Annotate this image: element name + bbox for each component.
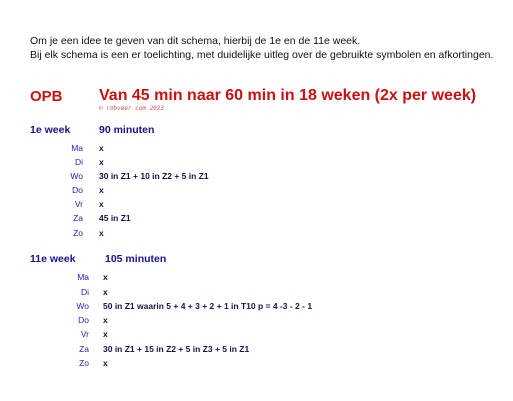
day-label-di: Di [80,287,89,297]
day-label-za: Za [73,213,83,223]
day-label-do: Do [72,185,83,195]
day-plan-zo: x [103,358,108,368]
day-plan-za: 45 in Z1 [99,213,131,223]
week-minutes: 105 minuten [105,253,167,265]
day-plan-zo: x [99,228,104,238]
day-plan-wo: 30 in Z1 + 10 in Z2 + 5 in Z1 [99,171,209,181]
schema-title: Van 45 min naar 60 min in 18 weken (2x per week) [99,87,477,104]
day-label-zo: Zo [73,228,83,238]
schema-code: OPB [30,88,63,105]
day-plan-do: x [99,185,104,195]
day-plan-ma: x [99,143,104,153]
day-label-za: Za [79,344,89,354]
week-minutes: 90 minuten [99,124,155,136]
day-label-zo: Zo [79,358,89,368]
day-plan-do: x [103,315,108,325]
day-label-ma: Ma [71,143,83,153]
day-plan-za: 30 in Z1 + 15 in Z2 + 5 in Z3 + 5 in Z1 [103,344,250,354]
intro-line-2: Bij elk schema is een er toelichting, met duidelijke uitleg over de gebruikte symbolen en afkortingen. [30,49,494,61]
day-label-di: Di [74,157,83,167]
day-label-vr: Vr [74,199,83,209]
day-plan-ma: x [103,272,108,282]
day-plan-vr: x [99,199,104,209]
day-label-wo: Wo [70,171,83,181]
day-plan-vr: x [103,329,108,339]
day-label-do: Do [78,315,89,325]
day-label-wo: Wo [76,301,89,311]
week-label: 1e week [30,124,71,136]
day-plan-di: x [99,157,104,167]
day-label-ma: Ma [77,272,89,282]
day-plan-wo: 50 in Z1 waarin 5 + 4 + 3 + 2 + 1 in T10 p = 4 -3 - 2 - 1 [103,301,313,311]
week-label: 11e week [30,253,76,265]
intro-line-1: Om je een idee te geven van dit schema, hierbij de 1e en de 11e week. [30,35,361,47]
copyright-notice: © robveer.com 2023 [99,105,165,112]
day-plan-di: x [103,287,108,297]
day-label-vr: Vr [80,329,89,339]
